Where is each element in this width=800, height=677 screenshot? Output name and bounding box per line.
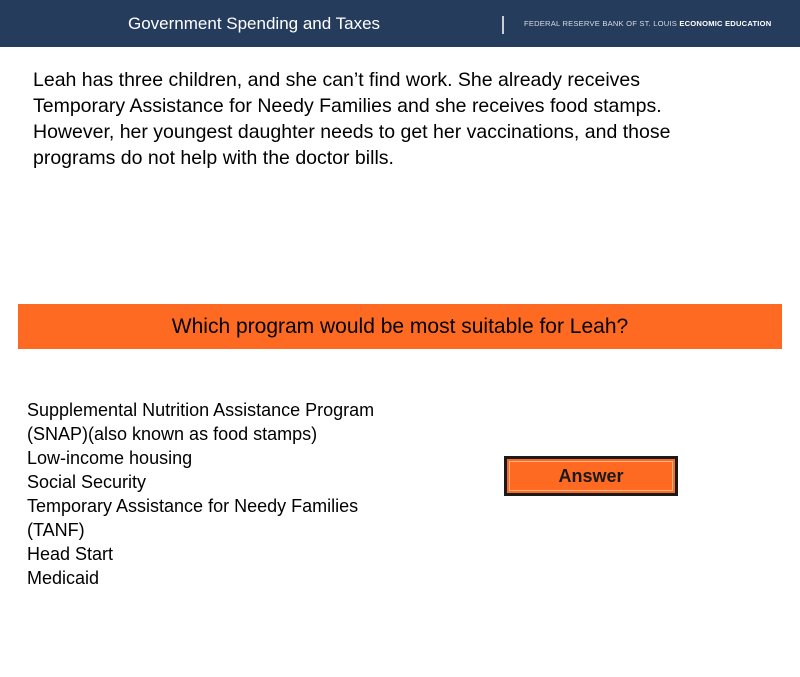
scenario-line: programs do not help with the doctor bills.	[33, 147, 394, 169]
brand-logo	[524, 19, 771, 28]
options-list	[27, 398, 447, 590]
option-item: (SNAP)(also known as food stamps)	[27, 424, 318, 444]
header-bar	[0, 0, 800, 47]
scenario-line: However, her youngest daughter needs to get her vaccinations, and those	[33, 121, 671, 143]
scenario-line: Temporary Assistance for Needy Families and she receives food stamps.	[33, 95, 662, 117]
option-item: Social Security	[27, 472, 147, 492]
header-divider	[502, 16, 504, 34]
option-item: Medicaid	[27, 568, 100, 588]
scenario-line: Leah has three children, and she can’t find work. She already receives	[33, 69, 641, 91]
header-title: Government Spending and Taxes	[128, 14, 381, 33]
option-item: Head Start	[27, 544, 114, 564]
scenario-text	[33, 67, 783, 171]
option-item: Supplemental Nutrition Assistance Program	[27, 400, 375, 420]
question-text: Which program would be most suitable for Leah?	[171, 315, 629, 338]
option-item: (TANF)	[27, 520, 85, 540]
brand-name: FEDERAL RESERVE BANK OF ST. LOUIS	[524, 19, 678, 28]
answer-button-label: Answer	[558, 466, 624, 486]
brand-subtitle: ECONOMIC EDUCATION	[679, 19, 772, 28]
answer-button[interactable]	[504, 456, 678, 496]
option-item: Low-income housing	[27, 448, 193, 468]
question-bar	[18, 304, 782, 349]
option-item: Temporary Assistance for Needy Families	[27, 496, 359, 516]
